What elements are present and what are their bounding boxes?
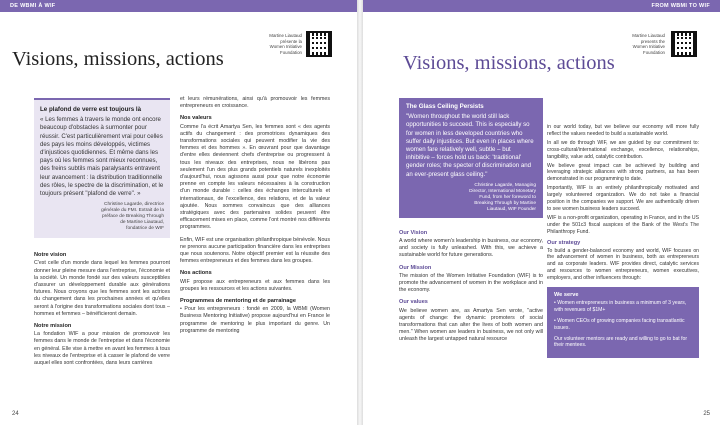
section-text: C'est celle d'un monde dans lequel les femmes pourront donner leur pleine mesure dans l'entreprise, l'économie et la société. Un monde fondé sur des valeurs susceptibles d'assurer un développement durable aux générations futures. Nous croyons que les femmes sont les actrices du changement dans les prochaines années et qu'elles seront à l'origine des transformations sociales dont tous – hommes et femmes – bénéficieront demain. (34, 260, 170, 317)
section-text: In all we do through WIF, we are guided by our commitment to: cross-cultural/international exchange, excellence, relationships, tangibility, value add, catalytic contribution. (547, 139, 699, 160)
credit-line: Foundation (280, 49, 302, 55)
we-serve-box (547, 287, 699, 358)
left-column-2 (180, 96, 330, 340)
serve-item: • Women CEOs of growing companies facing transatlantic issues. (554, 317, 685, 331)
right-running-header: FROM WBMI TO WIF (363, 0, 720, 12)
page-title: Visions, missions, actions (12, 48, 224, 70)
section-text: La fondation WIF a pour mission de promouvoir les femmes dans le monde de l'entreprise et dans l'économie en général. Elle vise à mettre en avant les femmes à tous les niveaux de l'entreprise et à casser le plafond de verre auquel elles sont confrontées, dans leurs carrières (34, 331, 170, 367)
credit-line: Women Initiative (632, 44, 665, 50)
credit-line: Women Initiative (269, 44, 302, 50)
section-heading: Our values (399, 299, 428, 306)
quote-heading: The Glass Ceiling Persists (406, 103, 484, 110)
section-text: • Pour les entrepreneurs : fondé en 2009, la WBMI (Women Business Mentoring Initiative) propose aujourd'hui en France le programme de mentoring le plus important du genre. Un programme de mentoring (180, 306, 330, 334)
right-page (363, 12, 720, 425)
serve-item: Our volunteer mentors are ready and willing to go to bat for their mentees. (554, 335, 688, 349)
quote-box (34, 98, 170, 238)
page-number: 25 (703, 411, 710, 417)
section-text: Comme l'a écrit Amartya Sen, les femmes sont « des agents actifs du changement : des promotrices dynamiques des transformations sociales qui peuvent modifier la vie des femmes et des hommes ». En œuvrant pour que davantage d'entre elles deviennent chefs d'entreprise ou progressent à tous les niveaux des entreprises, nous ne libérons pas seulement l'un des plus grands potentiels naturels inexploités d'aujourd'hui, nous agissons aussi pour que notre économie prenne en compte les valeurs nécessaires à la construction d'un monde durable : celles des échanges interculturels et internationaux, de l'excellence, des relations, et de la valeur ajoutée. Nous sommes convaincus que des alliances stratégiques avec des partenaires solides peuvent être efficacement mises en place, comme l'ont montré nos différents programmes. (180, 123, 330, 231)
credit-line: Martine Liautaud (269, 33, 302, 38)
section-text: in our world today, but we believe our economy will more fully reflect the values needed to build a sustainable world. (547, 124, 699, 137)
page-number: 24 (12, 411, 19, 417)
credit-line: Foundation (643, 49, 665, 55)
credit-line: Martine Liautaud (632, 33, 665, 38)
section-heading: Nos valeurs (180, 115, 212, 122)
section-text: We believe great impact can be achieved by building and leveraging strategic alliances with strong partners, as has been demonstrated in our programming to date. (547, 162, 699, 183)
left-credit (232, 33, 302, 55)
page-title: Visions, missions, actions (403, 52, 615, 74)
credit-line: présente la (280, 38, 302, 44)
right-column-1 (399, 98, 543, 349)
qr-code-icon (671, 31, 697, 57)
left-running-header: DE WBMI À WIF (0, 0, 357, 12)
section-text: The mission of the Women Initiative Foundation (WIF) is to promote the advancement of women in the workplace and in the economy. (399, 272, 543, 294)
section-text: Enfin, WIF est une organisation philanthropique bénévole. Nous ne prenons aucune participation financière dans les entreprises que nous soutenons. Notre objectif premier est la réussite des femmes entrepreneurs et des femmes dans les groupes. (180, 236, 330, 265)
quote-box (399, 98, 543, 218)
section-heading: Programmes de mentoring et de parrainage (180, 298, 296, 305)
section-text: To build a gender-balanced economy and world, WIF focuses on the advancement of women in business, both as entrepreneurs and as corporate leaders. WIF provides direct, catalytic services and resources to women entrepreneurs, women executives, employers, and other influencers through: (547, 247, 699, 282)
credit-line: presents the (640, 38, 665, 44)
section-heading: Our Vision (399, 229, 428, 236)
section-text: We believe women are, as Amartya Sen wrote, "active agents of change: the dynamic promoters of social transformations that can alter the lives of both women and men." When women are leaders in business, we not only will unleash the largest untapped natural resource (399, 307, 543, 343)
qr-code-icon (306, 31, 332, 57)
section-text: Importantly, WIF is an entirely philanthropically motivated and largely volunteered organization. We do not take a financial position in the companies we support. We are authentically driven to see women business leaders succeed. (547, 185, 699, 212)
left-column-1 (34, 98, 170, 372)
section-text: WIF is a non-profit organization, operating in France, and in the US under the 501c3 fiscal auspices of the Bank of the West's The Philanthropy Fund. (547, 214, 699, 235)
section-heading: Nos actions (180, 270, 212, 277)
section-heading: Our Mission (399, 264, 432, 271)
quote-text: « Les femmes à travers le monde ont encore beaucoup d'obstacles à surmonter pour réussir. C'est particulièrement vrai pour celles des pays les moins développés, victimes d'injustices quotidiennes. Et même dans les pays où les femmes sont mieux reconnues, des freins subtils mais paralysants entravent leur avancement : la distribution traditionnelle des rôles, le spectre de la discrimination, et le toujours présent "plafond de verre". » (40, 116, 164, 198)
right-column-2 (547, 124, 699, 358)
section-heading: Notre vision (34, 252, 67, 259)
section-heading: Our strategy (547, 239, 581, 246)
section-heading: Notre mission (34, 323, 72, 330)
quote-attribution: Christine Lagarde, directrice générale du FMI. Extrait de la préface de Breaking Through de Martine Liautaud, fondatrice de WIF (101, 202, 164, 232)
section-text: A world where women's leadership in business, our economy, and society is fully unleashed. With this, we achieve a sustainable world for future generations. (399, 238, 544, 259)
quote-text: "Women throughout the world still lack opportunities to succeed. This is especially so for women in less developed countries who suffer daily injustices. But even in places where women fare relatively well, subtle – but inhibitive – forces hold us back: 'traditional' gender roles; the specter of discrimination and an ever-present glass ceiling." (406, 113, 534, 178)
serve-item: • Women entrepreneurs in business a minimum of 3 years, with revenues of $1M+ (554, 299, 687, 313)
section-text: WIF propose aux entrepreneurs et aux femmes dans les groupes les ressources et les actions suivantes. (180, 278, 330, 292)
quote-attribution: Christine Lagarde, Managing Director, International Monetary Fund, from her foreword to Breaking Through by Martine Liautaud, WIF Founder (469, 182, 536, 212)
quote-heading: Le plafond de verre est toujours là (40, 106, 142, 113)
section-text: et leurs rémunérations, ainsi qu'à promouvoir les femmes entrepreneurs en croissance. (180, 96, 330, 110)
serve-heading: We serve (554, 292, 579, 299)
